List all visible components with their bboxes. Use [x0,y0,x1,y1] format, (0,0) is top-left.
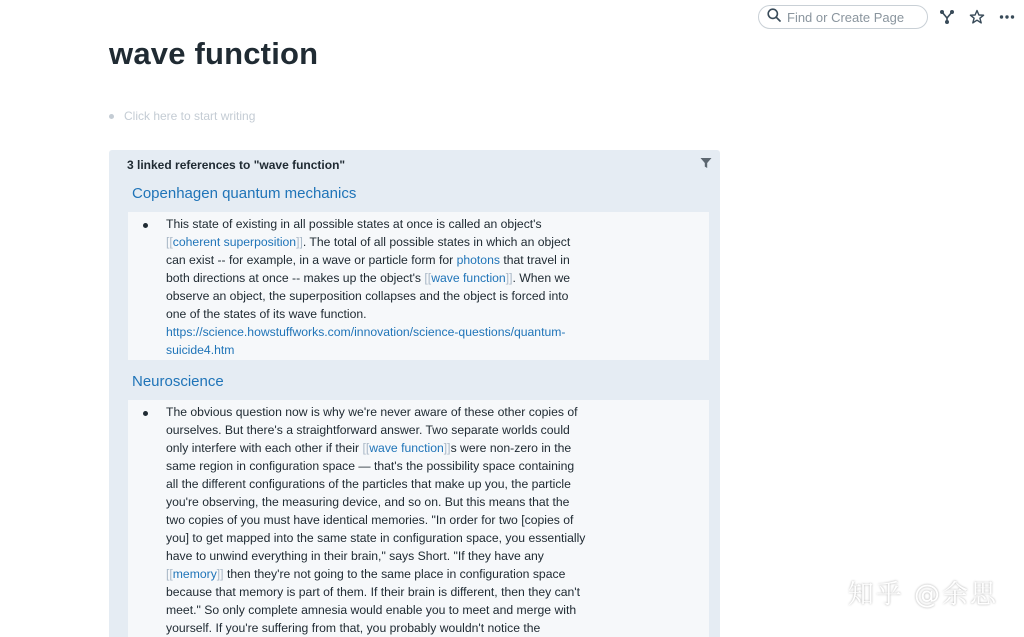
page-link-memory[interactable]: memory [172,567,217,581]
reference-block[interactable] [128,212,709,360]
external-link[interactable]: https://science.howstuffworks.com/innovation/science-questions/quantum- [166,325,566,339]
linked-references-panel [109,150,720,637]
linked-references-header[interactable]: 3 linked references to "wave function" [127,158,346,172]
bullet-icon [109,114,114,119]
page-link-wave-function[interactable]: wave function [431,271,506,285]
empty-block[interactable] [109,109,255,123]
link-photons[interactable]: photons [456,253,500,267]
search-icon [767,8,781,27]
reference-block[interactable] [128,400,709,637]
filter-icon[interactable] [700,156,712,174]
external-link[interactable]: suicide4.htm [166,343,235,357]
page-title[interactable]: wave function [109,36,319,71]
page-link-wave-function[interactable]: wave function [369,441,444,455]
list-item [154,215,699,359]
graph-icon[interactable] [936,6,958,28]
search-box[interactable] [758,5,928,29]
more-icon[interactable] [996,6,1018,28]
topbar [758,4,1018,30]
star-icon[interactable] [966,6,988,28]
empty-block-placeholder: Click here to start writing [124,109,256,123]
bullet-icon[interactable] [143,223,148,228]
ref-page-copenhagen[interactable]: Copenhagen quantum mechanics [132,185,357,202]
list-item [154,403,699,637]
block-text[interactable]: This state of existing in all possible states at once is called an object's [[coherent superposition]]. The total of all possible states in which an object can exist -- for example, in a wave or particle form for photons that travel in both directions at once -- makes up the object's [[wave function]]. When we observe an object, the superposition collapses and the object is forced into one of the states of its wave function. https://science.howstuffworks.com/innovation/science-questions/quantum- suicide4.htm [166,215,606,359]
ref-page-neuroscience[interactable]: Neuroscience [132,373,224,390]
watermark: 知乎 @余思 [847,580,998,610]
search-input[interactable] [785,9,919,26]
bullet-icon[interactable] [143,411,148,416]
page-link-coherent-superposition[interactable]: coherent superposition [172,235,297,249]
block-text[interactable]: The obvious question now is why we're never aware of these other copies of ourselves. But there's a straightforward answer. Two separate worlds could only interfere with each other if their [[wave function]]s were non-zero in the same region in configuration space — that's the possibility space containing all the different configurations of the particles that make up you, the particle you're observing, the measuring device, and so on. But this means that the two copies of you must have identical memories. "In order for two [copies of you] to get mapped into the same state in configuration space, you essentially have to unwind everything in their brain," says Short. "If they have any [[memory]] then they're not going to the same place in configuration space because that memory is part of them. If their brain is different, then they can't meet." So only complete amnesia would enable you to meet and merge with yourself. If you're suffering from that, you probably wouldn't notice the [166,405,586,635]
